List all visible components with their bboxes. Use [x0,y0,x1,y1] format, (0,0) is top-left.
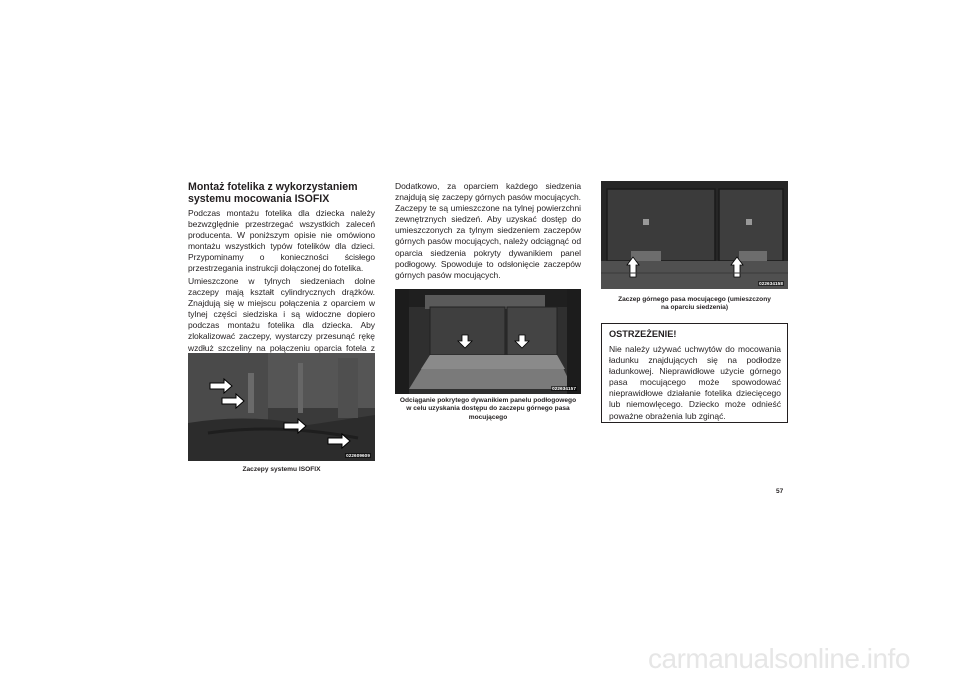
cargo-area-illustration [395,289,581,394]
warning-box [601,323,788,423]
isofix-anchors-photo [188,353,375,461]
section-title-line2: systemu mocowania ISOFIX [188,193,330,205]
caption-line2: na oparciu siedzenia) [660,304,729,312]
section-title [188,181,378,205]
tether-photo-caption [601,296,788,313]
caption-line2: w celu uzyskania dostępu do zaczepu górnego pasa [406,405,570,413]
caption-line1: Odciąganie pokrytego dywanikiem panelu podłogowego [399,397,577,404]
isofix-seat-illustration [188,353,375,461]
lower-anchors-paragraph: Umieszczone w tylnych siedzeniach dolne zaczepy mają kształt cylindrycznych drążków. Znajdują się w miejscu połączenia z oparciem w tylnej części siedziska i są widoczne dopiero podczas montażu fotelika dla dziecka. Aby zlokalizować zaczepy, wystarczy przesunąć rękę wzdłuż szczeliny na połączeniu oparcia fotela z [188,276,375,353]
cargo-floor-panel-photo [395,289,581,394]
tether-anchor-photo [601,181,788,289]
caption-line3: mocującego [468,413,508,421]
warning-title: OSTRZEŻENIE! [609,329,677,339]
caption-line1: Zaczep górnego pasa mocującego (umieszczony [618,296,771,303]
cargo-photo-caption [395,397,581,422]
image-code: 022634157 [552,386,576,391]
seatback-tether-illustration [601,181,788,289]
warning-text: Nie należy używać uchwytów do mocowania ładunku znajdujących się na podłodze ładunkowej. Nieprawidłowe użycie górnego pasa mocującego może spowodować nieprawidłowe działanie fotelika dziecięcego lub niemowlęcego. Dziecko może odnieść poważne obrażenia lub zginąć. [609,344,781,421]
page-number: 57 [776,488,784,495]
image-code: 022634158 [759,281,783,286]
image-code: 022609609 [346,453,370,458]
section-title-line1: Montaż fotelika z wykorzystaniem [188,181,358,193]
watermark: carmanualsonline.info [648,643,910,674]
intro-paragraph: Podczas montażu fotelika dla dziecka należy bezwzględnie przestrzegać wszystkich zaleceń producenta. W poniższym opisie nie omówiono montażu wszystkich typów fotelików dla dzieci. Przypominamy o konieczności ścisłego przestrzegania instrukcji dołączonej do fotelika. [188,208,375,274]
isofix-photo-caption: Zaczepy systemu ISOFIX [242,466,321,473]
tether-anchors-paragraph: Dodatkowo, za oparciem każdego siedzenia znajdują się zaczepy górnych pasów mocujących. Zaczepy te są umieszczone na tylnej powierzchni zewnętrznych siedzeń. Aby uzyskać dostęp do umieszczonych za tylnym siedzeniem zaczepów górnych pasów mocujących, należy odciągnąć od oparcia siedzenia pokryty dywanikiem panel podłogowy. Spowoduje to odsłonięcie zaczepów górnych pasów mocujących. [395,181,581,280]
